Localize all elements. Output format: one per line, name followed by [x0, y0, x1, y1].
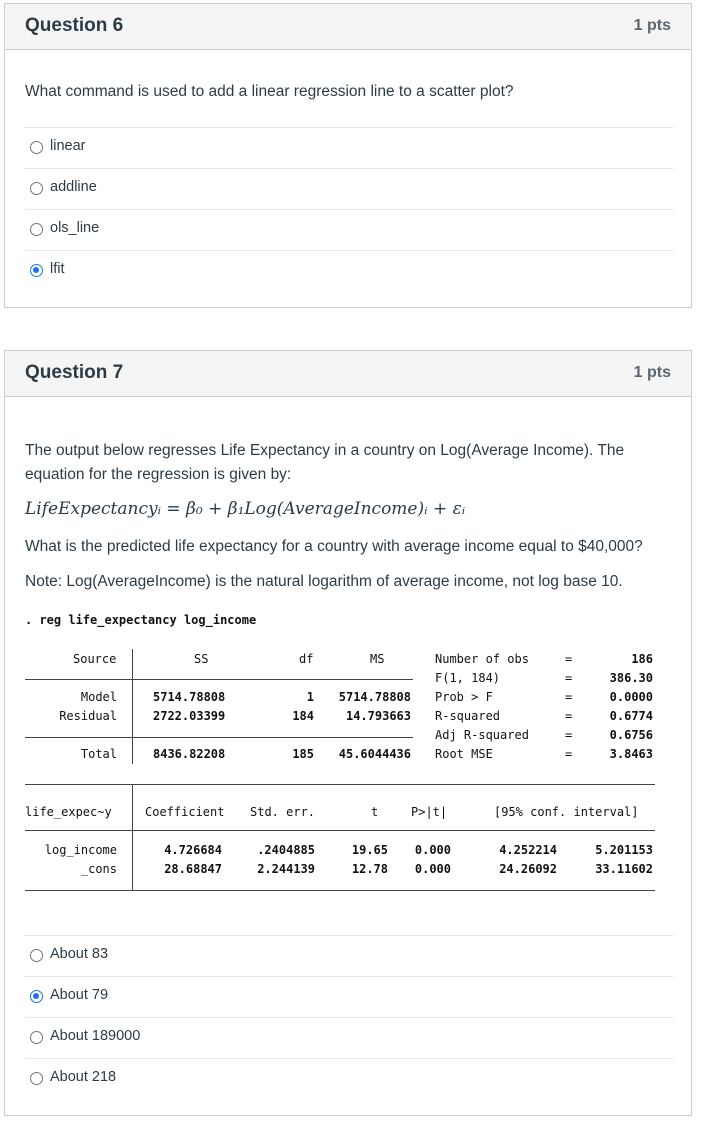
anova-ms: 45.6044436: [338, 747, 411, 761]
answer-label[interactable]: About 83: [50, 946, 109, 962]
table-rule: [133, 830, 655, 831]
anova-ss: 8436.82208: [153, 747, 226, 761]
anova-ss: 2722.03399: [153, 709, 226, 723]
anova-ss: 5714.78808: [153, 690, 226, 704]
radio-button-selected[interactable]: [30, 264, 43, 277]
question-intro: The output below regresses Life Expectancy in a country on Log(Average Income). The equation for the regression is given by:: [25, 442, 625, 483]
coef-t: 19.65: [351, 843, 388, 857]
table-rule: [133, 737, 413, 738]
question-7-header: [5, 351, 691, 397]
answer-label[interactable]: linear: [50, 138, 86, 154]
coef-ci-low: 4.252214: [499, 843, 557, 857]
question-points: 1 pts: [633, 364, 671, 381]
answer-option[interactable]: [25, 250, 673, 291]
table-rule: [25, 890, 655, 891]
question-6-card: [4, 3, 692, 308]
radio-button[interactable]: [30, 1031, 43, 1044]
coef-value: 4.726684: [164, 843, 222, 857]
coef-value: 28.68847: [164, 862, 222, 876]
stat-eq: =: [565, 709, 573, 723]
radio-button[interactable]: [30, 949, 43, 962]
stat-eq: =: [565, 652, 573, 666]
coef-header-var: life_expec~y: [25, 805, 112, 819]
table-rule: [25, 784, 132, 785]
answer-label[interactable]: ols_line: [50, 220, 100, 236]
answer-option[interactable]: [25, 209, 673, 250]
coef-ci-low: 24.26092: [499, 862, 557, 876]
stat-label: Number of obs: [435, 652, 529, 666]
radio-button[interactable]: [30, 1072, 43, 1085]
regression-formula: LifeExpectancyᵢ = β₀ + β₁Log(AverageIncome)ᵢ + εᵢ: [25, 499, 466, 519]
question-6-header: [5, 4, 691, 50]
coef-se: 2.244139: [257, 862, 315, 876]
table-rule: [25, 830, 132, 831]
stat-label: R-squared: [435, 709, 501, 723]
radio-button[interactable]: [30, 141, 43, 154]
question-text: What is the predicted life expectancy for a country with average income equal to $40,000?: [25, 538, 643, 555]
stat-label: Adj R-squared: [435, 728, 529, 742]
answer-option[interactable]: [25, 976, 673, 1017]
stat-value: 386.30: [609, 671, 653, 685]
answer-option[interactable]: [25, 168, 673, 209]
answer-option[interactable]: [25, 1017, 673, 1058]
coef-header-t: t: [371, 805, 379, 819]
answer-label[interactable]: About 79: [50, 987, 109, 1003]
coef-ci-high: 33.11602: [595, 862, 653, 876]
answer-list: [25, 935, 673, 1099]
answer-option[interactable]: [25, 1058, 673, 1099]
question-7-card: [4, 350, 692, 1116]
question-title: Question 6: [25, 15, 124, 36]
coef-var: log_income: [44, 843, 117, 857]
radio-button[interactable]: [30, 223, 43, 236]
coef-se: .2404885: [257, 843, 315, 857]
anova-ms: 5714.78808: [338, 690, 411, 704]
answer-label[interactable]: lfit: [50, 261, 65, 277]
radio-button-selected[interactable]: [30, 990, 43, 1003]
stata-command: . reg life_expectancy log_income: [25, 613, 257, 627]
anova-source: Total: [80, 747, 117, 761]
anova-header-source: Source: [73, 652, 117, 666]
stat-eq: =: [565, 747, 573, 761]
table-divider: [132, 784, 133, 890]
coef-header-p: P>|t|: [411, 805, 448, 819]
anova-df: 184: [292, 709, 314, 723]
stat-eq: =: [565, 671, 573, 685]
coef-p: 0.000: [414, 862, 451, 876]
answer-list: [25, 127, 673, 291]
stat-label: F(1, 184): [435, 671, 501, 685]
anova-df: 1: [306, 690, 314, 704]
answer-option[interactable]: [25, 127, 673, 168]
stat-value: 0.0000: [609, 690, 653, 704]
answer-option[interactable]: [25, 935, 673, 976]
question-points: 1 pts: [633, 17, 671, 34]
answer-label[interactable]: About 218: [50, 1069, 117, 1085]
coef-ci-high: 5.201153: [595, 843, 653, 857]
anova-ms: 14.793663: [345, 709, 411, 723]
table-rule: [133, 784, 655, 785]
anova-source: Residual: [59, 709, 117, 723]
table-rule: [25, 737, 132, 738]
radio-button[interactable]: [30, 182, 43, 195]
question-note: Note: Log(AverageIncome) is the natural logarithm of average income, not log base 10.: [25, 573, 623, 590]
anova-header-ss: SS: [194, 652, 209, 666]
anova-header-ms: MS: [370, 652, 385, 666]
stat-label: Root MSE: [435, 747, 493, 761]
stat-eq: =: [565, 728, 573, 742]
coef-t: 12.78: [351, 862, 388, 876]
stat-label: Prob > F: [435, 690, 493, 704]
stat-value: 0.6756: [609, 728, 653, 742]
coef-header-ci: [95% conf. interval]: [494, 805, 639, 819]
answer-label[interactable]: addline: [50, 179, 97, 195]
question-title: Question 7: [25, 362, 124, 383]
coef-p: 0.000: [414, 843, 451, 857]
stat-eq: =: [565, 690, 573, 704]
question-text: What command is used to add a linear regression line to a scatter plot?: [25, 83, 514, 100]
answer-label[interactable]: About 189000: [50, 1028, 141, 1044]
table-rule: [25, 679, 132, 680]
coef-var: _cons: [80, 862, 117, 876]
coef-header-coef: Coefficient: [145, 805, 225, 819]
anova-source: Model: [80, 690, 117, 704]
anova-header-df: df: [299, 652, 314, 666]
anova-df: 185: [292, 747, 314, 761]
stat-value: 186: [631, 652, 653, 666]
table-rule: [133, 679, 413, 680]
stat-value: 3.8463: [609, 747, 653, 761]
table-divider: [132, 649, 133, 764]
coef-header-se: Std. err.: [250, 805, 316, 819]
stat-value: 0.6774: [609, 709, 653, 723]
